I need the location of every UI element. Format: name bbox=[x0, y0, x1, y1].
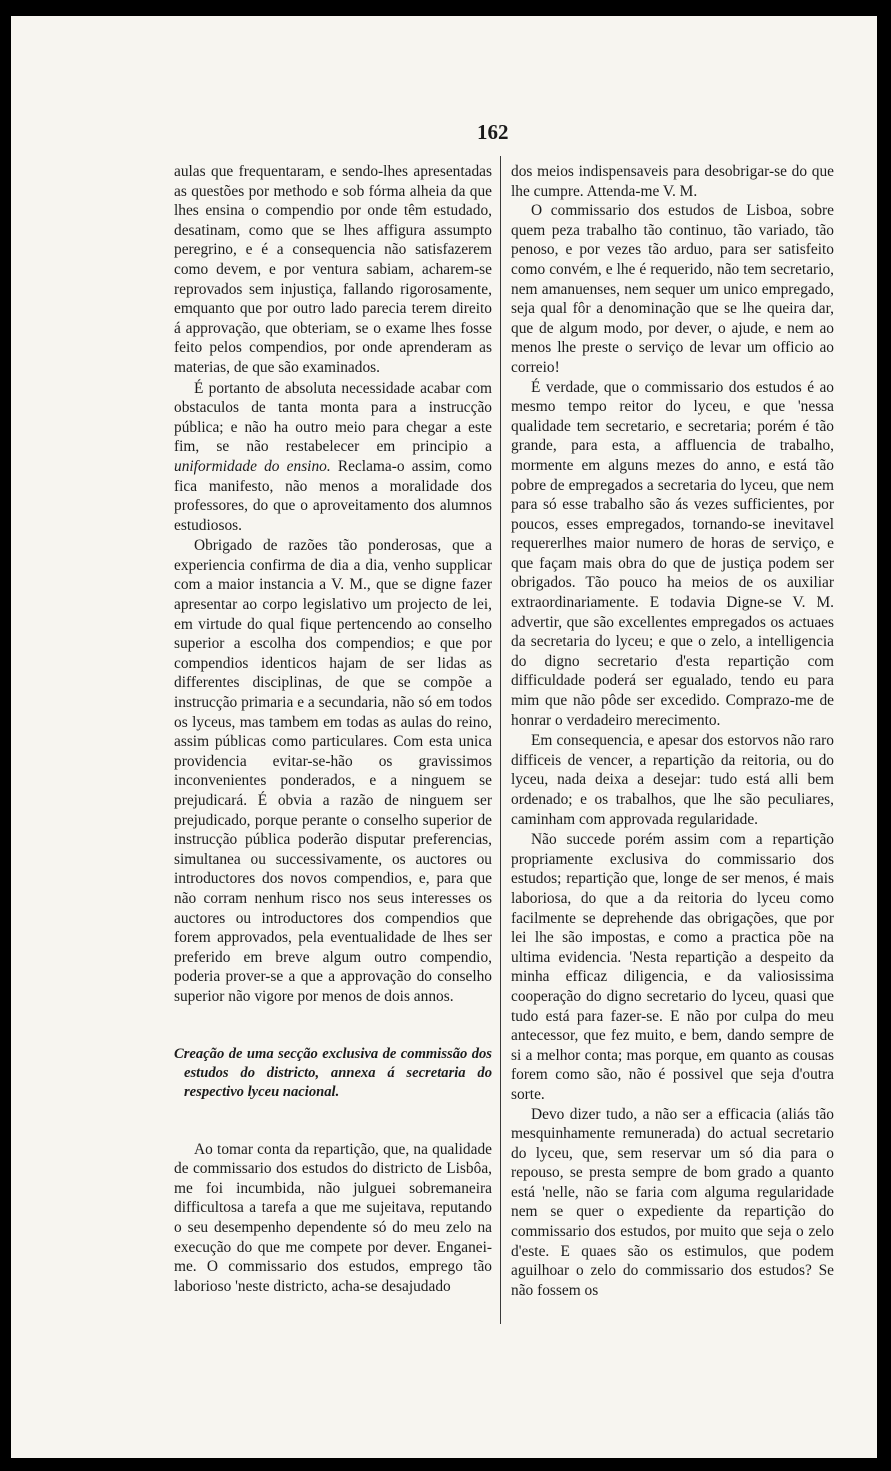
emphasis-text: uniformidade do ensino. bbox=[174, 457, 331, 475]
paragraph: Em consequencia, e apesar dos estorvos não raro difficeis de vencer, a repartição da reitoria, ou do lyceu, nada deixa a desejar: tudo está alli bem ordenado; e os trabalhos, que lhe são peculiares, caminham com approvada regularidade. bbox=[511, 732, 834, 828]
paragraph: Obrigado de razões tão ponderosas, que a experiencia confirma de dia a dia, venho supplicar com a maior instancia a V. M., que se digne fazer apresentar ao corpo legislativo um projecto de lei, em virtude do qual fique pertencendo ao conselho superior a escolha dos compendios; e que por compendios identicos hajam de ser lidas as differentes disciplinas, de que se compõe a instrucção primaria e a secundaria, não só em todos os lyceus, mas tambem em todas as aulas do reino, assim públicas como particulares. Com esta unica providencia evitar-se-hão os gravissimos inconvenientes ponderados, e a ninguem se prejudicará. É obvia a razão de ninguem ser prejudicado, porque perante o conselho superior de instrucção pública poderão disputar preferencias, simultanea ou successivamente, os auctores ou introductores dos novos compendios, e, para que não corram nenhum risco nos seus interesses os auctores ou introductores dos compendios que forem approvados, pela eventualidade de lhes ser preferido em breve algum outro compendio, poderia prover-se a que a approvação do conselho superior não vigore por menos de dois annos. bbox=[174, 537, 492, 1005]
paragraph: Devo dizer tudo, a não ser a efficacia (aliás tão mesquinhamente remunerada) do actual secretario do lyceu, que, sem reservar um só dia para o repouso, se presta sempre de bom grado a quanto está 'nelle, não se faria com alguma regularidade nem se quer o expediente da repartição do commissario dos estudos, por muito que seja o zelo d'este. E quaes são os estimulos, que podem aguilhoar o zelo do commissario dos estudos? Se não fossem os bbox=[511, 1105, 834, 1299]
paragraph: Ao tomar conta da repartição, que, na qualidade de commissario dos estudos do districto de Lisbôa, me foi incumbida, não julguei sobremaneira difficultosa a tarefa a que me sujeitava, reputando o seu desempenho dependente só do meu zelo na execução do que me compete por dever. Enganei-me. O commissario dos estudos, emprego tão laborioso 'neste districto, acha-se desajudado bbox=[174, 1140, 492, 1295]
column-divider bbox=[500, 156, 501, 1324]
section-heading: Creação de uma secção exclusiva de commissão dos estudos do districto, annexa á secretaria do respectivo lyceu nacional. bbox=[174, 1045, 492, 1100]
paragraph: Não succede porém assim com a repartição propriamente exclusiva do commissario dos estudos; repartição que, longe de ser menos, é mais laboriosa, do que a da reitoria do lyceu como facilmente se deprehende das obrigações, que por lei lhe são impostas, e como a practica põe na ultima evidencia. 'Nesta repartição a despeito da minha efficaz diligencia, e da valiosissima cooperação do digno secretario do lyceu, quasi que tudo está para fazer-se. E não por culpa do meu antecessor, que fez muito, e bem, dando sempre de si a melhor conta; mas porque, em quanto as cousas forem como são, não é possivel que seja d'outra sorte. bbox=[511, 831, 834, 1103]
paragraph: É verdade, que o commissario dos estudos é ao mesmo tempo reitor do lyceu, e que 'nessa qualidade tem secretario, e secretaria; porém é tão grande, para esta, a affluencia de trabalho, mormente em alguns mezes do anno, e está tão pobre de empregados a secretaria do lyceu, que nem para só esse trabalho são ás vezes sufficientes, por poucos, esses empregados, tornando-se inevitavel requererlhes maior numero de horas de serviço, e que façam mais obra do que de justiça podem ser obrigados. Tão pouco ha meios de os auxiliar extraordinariamente. E todavia Digne-se V. M. advertir, que são excellentes empregados os actuaes da secretaria do lyceu; e que o zelo, a intelligencia do digno secretario d'esta repartição com difficuldade poderá ser egualado, tendo eu para mim que não pôde ser excedido. Comprazo-me de honrar o verdadeiro merecimento. bbox=[511, 378, 834, 729]
paragraph: O commissario dos estudos de Lisboa, sobre quem peza trabalho tão continuo, tão variado, tão penoso, e por vezes tão arduo, para ser satisfeito como convém, e lhe é requerido, não tem secretario, nem amanuenses, nem sequer um unico empregado, seja qual fôr a denominação que se lhe queira dar, que de algum modo, por dever, o ajude, e nem ao menos lhe preste o serviço de levar um officio ao correio! bbox=[511, 202, 834, 376]
paragraph: dos meios indispensaveis para desobrigar-se do que lhe cumpre. Attenda-me V. M. bbox=[511, 163, 834, 200]
right-column bbox=[511, 162, 834, 1300]
page-number: 162 bbox=[477, 120, 509, 144]
paragraph: É portanto de absoluta necessidade acabar com obstaculos de tanta monta para a instrucção pública; e não ha outro meio para chegar a este fim, se não restabelecer em principio a uniformidade do ensino. Reclama-o assim, como fica manifesto, não menos a moralidade dos professores, do que o aproveitamento dos alumnos estudiosos. bbox=[174, 379, 492, 534]
paragraph: aulas que frequentaram, e sendo-lhes apresentadas as questões por methodo e sob fórma alheia da que lhes ensina o compendio por onde têm estudado, desatinam, como que se lhes affigura assumpto peregrino, e é a consequencia não satisfazerem como devem, e por ventura sabiam, acharem-se reprovados sem injustiça, fallando rigorosamente, emquanto que por outro lado parecia terem direito á approvação, que obteriam, se o exame lhes fosse feito pelos compendios, por onde aprenderam as materias, de que são examinados. bbox=[174, 163, 492, 376]
document-page bbox=[11, 16, 877, 1458]
left-column bbox=[174, 162, 492, 1296]
